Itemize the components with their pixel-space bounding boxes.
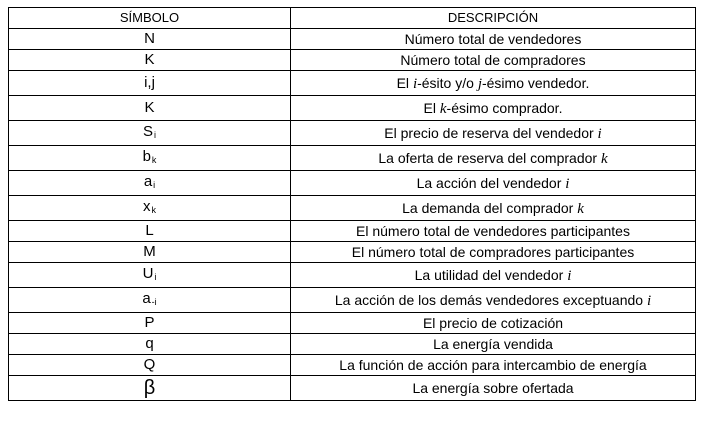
italic-variable: i [565, 175, 570, 192]
italic-variable: i [597, 125, 602, 142]
description-cell: El número total de vendedores participantes [291, 221, 696, 242]
text-fragment: La acción de los demás vendedores exceptuando [334, 291, 647, 308]
text-fragment: -ésimo vendedor. [481, 74, 590, 91]
italic-variable: i [412, 75, 418, 92]
table-row [9, 196, 696, 221]
symbol-base: x [143, 197, 151, 215]
text-fragment: El [423, 99, 440, 116]
italic-variable: i [646, 292, 652, 309]
symbol-table [8, 7, 696, 401]
description-cell: El precio de cotización [291, 313, 696, 334]
table-row [9, 221, 696, 242]
description-cell [291, 263, 696, 288]
symbol-subscript: -i [151, 296, 157, 307]
italic-variable: i [567, 267, 572, 284]
symbol-base: a [143, 172, 153, 190]
symbol-cell: L [9, 221, 291, 242]
table-row [9, 96, 696, 121]
symbol-cell: K [9, 50, 291, 71]
symbol-cell [9, 263, 291, 288]
symbol-cell: Q [9, 355, 291, 376]
italic-variable: k [577, 200, 584, 217]
symbol-cell [9, 288, 291, 313]
symbol-cell: i,j [9, 71, 291, 96]
italic-variable: j [477, 75, 482, 92]
symbol-subscript: i [154, 129, 156, 140]
text-fragment: El precio de reserva del vendedor [384, 124, 598, 141]
description-column-header: DESCRIPCIÓN [291, 8, 696, 29]
text-fragment: La utilidad del vendedor [414, 266, 568, 283]
description-cell [291, 196, 696, 221]
symbol-subscript: i [154, 271, 157, 282]
table-row [9, 29, 696, 50]
description-cell: Número total de vendedores [291, 29, 696, 50]
symbol-cell [9, 196, 291, 221]
text-fragment: -ésito y/o [417, 74, 478, 91]
text-fragment: La demanda del comprador [402, 199, 578, 216]
symbol-subscript: k [151, 154, 157, 165]
table-row [9, 50, 696, 71]
description-cell [291, 146, 696, 171]
text-fragment: La acción del vendedor [416, 174, 566, 191]
italic-variable: k [439, 100, 447, 117]
table-row [9, 71, 696, 96]
symbol-base: S [142, 122, 153, 140]
symbol-cell: β [9, 376, 291, 401]
table-row [9, 288, 696, 313]
header-row [9, 8, 696, 29]
symbol-cell: K [9, 96, 291, 121]
symbol-cell: P [9, 313, 291, 334]
symbol-base: a [142, 289, 151, 307]
description-cell: La energía vendida [291, 334, 696, 355]
italic-variable: k [600, 150, 608, 167]
table-row [9, 376, 696, 401]
table-row [9, 263, 696, 288]
description-cell: La energía sobre ofertada [291, 376, 696, 401]
description-cell [291, 171, 696, 196]
symbol-subscript: i [153, 179, 156, 190]
symbol-subscript: k [151, 204, 156, 215]
table-row [9, 313, 696, 334]
symbol-cell: M [9, 242, 291, 263]
symbol-column-header: SÍMBOLO [9, 8, 291, 29]
text-fragment: El [396, 74, 413, 91]
symbol-cell: N [9, 29, 291, 50]
description-cell: El número total de compradores participantes [291, 242, 696, 263]
symbol-cell: q [9, 334, 291, 355]
description-cell [291, 288, 696, 313]
description-cell [291, 96, 696, 121]
text-fragment: -ésimo comprador. [446, 99, 563, 116]
text-fragment: La oferta de reserva del comprador [378, 149, 601, 166]
symbol-base: U [142, 264, 154, 282]
table-row [9, 146, 696, 171]
table-row [9, 121, 696, 146]
table-row [9, 242, 696, 263]
table-row [9, 355, 696, 376]
table-row [9, 171, 696, 196]
symbol-cell [9, 121, 291, 146]
description-cell [291, 71, 696, 96]
symbol-cell [9, 171, 291, 196]
symbol-base: b [142, 147, 151, 165]
description-cell: La función de acción para intercambio de energía [291, 355, 696, 376]
description-cell [291, 121, 696, 146]
description-cell: Número total de compradores [291, 50, 696, 71]
table-row [9, 334, 696, 355]
symbol-cell [9, 146, 291, 171]
